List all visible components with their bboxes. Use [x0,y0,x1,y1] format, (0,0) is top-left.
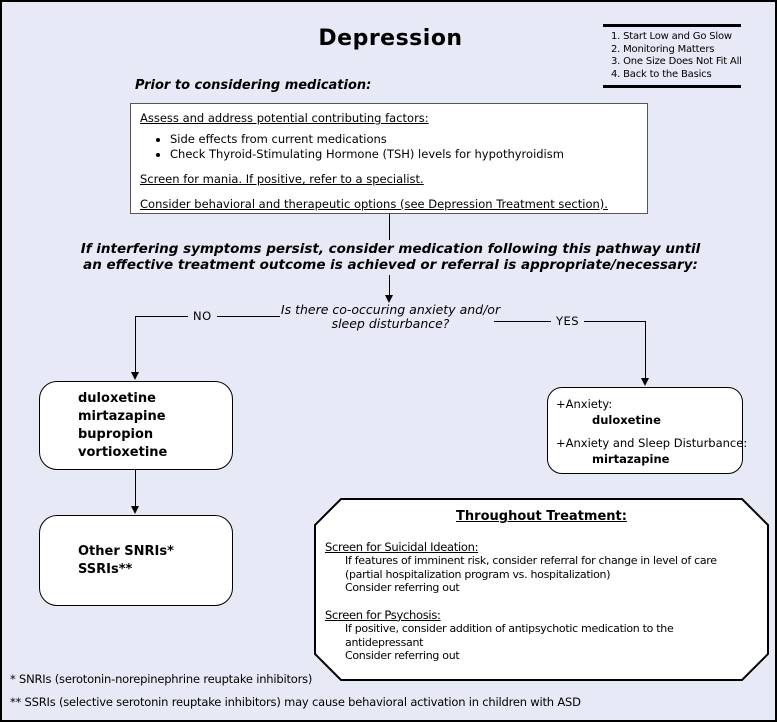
suicidal-ideation-line: If features of imminent risk, consider referral for change in level of care [345,554,717,567]
medication-class: SSRIs** [78,561,133,577]
throughout-treatment-octagon [313,498,770,681]
yes-branch-label: YES [551,314,584,328]
key-principles-panel [603,24,741,88]
decision-question-line2: sleep disturbance? [331,316,450,331]
spacer [556,428,738,435]
assess-bullet: • Side effects from current medications [170,132,638,146]
anxiety-sleep-label: +Anxiety and Sleep Disturbance: [556,436,748,450]
connector-box1-to-box2-line [135,470,136,507]
pathway-note-line1: If interfering symptoms persist, consider medication following this pathway until [80,241,701,257]
suicidal-ideation-line: Consider referring out [345,581,460,594]
key-principle-item: 1. Start Low and Go Slow [611,31,732,42]
key-principle-item: 3. One Size Does Not Fit All [611,56,742,67]
connector-box-to-note-line [389,214,390,240]
medication-name: mirtazapine [592,452,670,466]
arrow-down-icon [131,372,139,380]
key-principle-item: 4. Back to the Basics [611,68,712,80]
arrow-down-icon [131,506,139,514]
yes-branch-medications-box [547,387,748,474]
medication-name: duloxetine [78,390,156,406]
medication-name: mirtazapine [78,408,166,424]
spacer [325,595,758,609]
no-branch-vline [135,316,136,373]
key-bottom-rule [603,85,741,88]
suicidal-ideation-line: (partial hospitalization program vs. hospitalization) [345,567,611,581]
suicidal-ideation-heading: Screen for Suicidal Ideation: [325,539,479,554]
behavioral-options-line: Consider behavioral and therapeutic options (see Depression Treatment section). [140,197,608,211]
ssri-footnote: ** SSRIs (selective serotonin reuptake inhibitors) may cause behavioral activation in children with ASD [10,695,581,709]
medication-class: Other SNRIs* [78,543,174,559]
no-branch-label: NO [188,309,217,323]
psychosis-line: If positive, consider addition of antipsychotic medication to the [345,622,674,635]
page-title: Depression [318,26,463,51]
psychosis-heading: Screen for Psychosis: [325,607,441,622]
screen-mania-line: Screen for mania. If positive, refer to a specialist. [140,172,424,186]
decision-question [2,303,777,331]
snri-footnote: * SNRIs (serotonin-norepinephrine reuptake inhibitors) [10,672,313,686]
key-principles-list [603,27,741,85]
psychosis-line: antidepressant [345,635,424,649]
key-principle-item: 2. Monitoring Matters [611,43,715,55]
assess-heading: Assess and address potential contributing factors: [140,111,429,125]
medication-name: bupropion [78,426,154,442]
pathway-note-line2: an effective treatment outcome is achieved or referral is appropriate/necessary: [83,257,698,273]
medication-name: duloxetine [592,413,661,427]
anxiety-label: +Anxiety: [556,397,613,411]
arrow-down-icon [641,378,649,386]
throughout-treatment-content [325,510,758,663]
assess-contributing-factors-box [130,103,648,214]
no-branch-medications-box [39,381,233,470]
throughout-treatment-title: Throughout Treatment: [456,509,627,524]
medication-name: vortioxetine [78,444,168,460]
assess-bullet-list [170,132,638,161]
pathway-note [2,241,777,273]
connector-note-to-question-line [389,275,390,296]
yes-branch-vline [645,321,646,379]
psychosis-line: Consider referring out [345,649,460,662]
second-line-medications-box [39,515,233,606]
assess-bullet: • Check Thyroid-Stimulating Hormone (TSH) levels for hypothyroidism [170,147,638,161]
prior-to-medication-label: Prior to considering medication: [135,78,372,93]
decision-question-line1: Is there co-occuring anxiety and/or [280,302,501,317]
